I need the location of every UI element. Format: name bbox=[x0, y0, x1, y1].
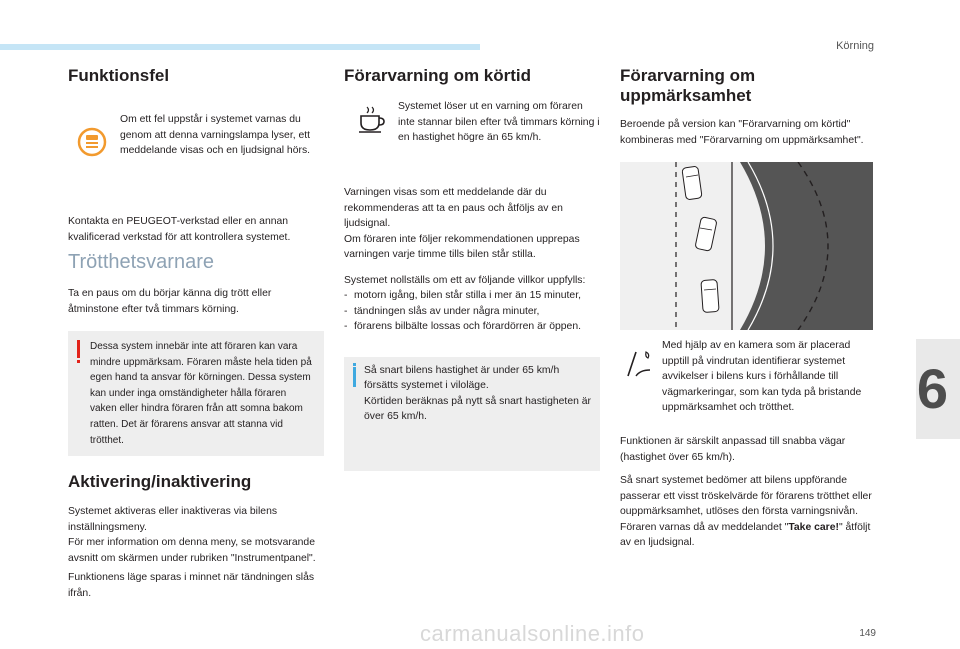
coffee-cup-icon bbox=[356, 105, 388, 140]
list-item: - tändningen slås av under några minuter, bbox=[344, 305, 540, 317]
watermark: carmanualsonline.info bbox=[420, 621, 645, 646]
kortid-block bbox=[344, 99, 600, 175]
warning-box bbox=[68, 331, 324, 456]
warning-text: Dessa system innebär inte att föraren kan vara mindre uppmärksam. Föraren måste hela tiden på egen hand ta ansvar för körningen. Dessa system kan under inga omständigheter hålla föraren vaken eller hindra föraren från att somna bakom ratten. Det är förarens ansvar att stanna vid trötthet. bbox=[90, 341, 312, 446]
warning-exclamation-icon bbox=[77, 340, 80, 358]
kamera-block bbox=[620, 342, 876, 434]
uppmarksamhet-heading: Förarvarning om uppmärksamhet bbox=[620, 66, 756, 105]
info-icon bbox=[353, 367, 356, 387]
section-label: Körning bbox=[836, 40, 874, 52]
nollstalls-intro: Systemet nollställs om ett av följande villkor uppfylls: bbox=[344, 274, 586, 286]
column-1 bbox=[68, 66, 324, 601]
info-text-2: Körtiden beräknas på nytt så snart hastigheten är över 65 km/h. bbox=[364, 395, 592, 422]
aktivering-heading: Aktivering/inaktivering bbox=[68, 472, 252, 492]
warning-exclamation-dot bbox=[77, 360, 80, 363]
kortid-icon-text: Systemet löser ut en varning om föraren inte stannar bilen efter två timmars körning i en hastighet högre än 65 km/h. bbox=[398, 101, 600, 143]
anpassad-text: Funktionen är särskilt anpassad till snabba vägar (hastighet över 65 km/h). bbox=[620, 436, 846, 463]
info-i-dot bbox=[353, 363, 356, 366]
header-bar bbox=[0, 44, 480, 50]
chapter-number: 6 bbox=[916, 357, 948, 420]
varningen-text-2: Om föraren inte följer rekommendationen upprepas varningen varje timme tills bilen står stilla. bbox=[344, 233, 580, 260]
lane-departure-camera-icon bbox=[624, 348, 654, 383]
trotthet-text: Ta en paus om du börjar känna dig trött eller åtminstone efter två timmars körning. bbox=[68, 288, 272, 315]
funktionsfel-heading: Funktionsfel bbox=[68, 66, 170, 85]
column-3 bbox=[620, 66, 876, 551]
lane-drift-illustration bbox=[620, 162, 873, 330]
list-item: - motorn igång, bilen står stilla i mer än 15 minuter, bbox=[344, 290, 581, 301]
kontakta-text: Kontakta en PEUGEOT-verkstad eller en annan kvalificerad verkstad för att kontrollera systemet. bbox=[68, 216, 291, 243]
bedomer-text: Så snart systemet bedömer att bilens uppförande passerar ett visst tröskelvärde för förarens trötthet eller ouppmärksamhet, utlöses den första varningsnivån. bbox=[620, 475, 872, 517]
aktivering-text-3: Funktionens läge sparas i minnet när tändningen slås ifrån. bbox=[68, 572, 315, 599]
kamera-text: Med hjälp av en kamera som är placerad upptill på vindrutan identifierar systemet avvikelser i bilens kurs i förhållande till vägmarkeringar, som kan tyda på bristande uppmärksamhet och trötthet. bbox=[662, 340, 862, 413]
varnas-text: Föraren varnas då av meddelandet "Take care!" åtföljt av en ljudsignal. bbox=[620, 521, 871, 548]
column-2 bbox=[344, 66, 600, 471]
aktivering-text-1: Systemet aktiveras eller inaktiveras via bilens inställningsmeny. bbox=[68, 506, 278, 533]
lane-drift-diagram bbox=[620, 162, 873, 330]
info-box bbox=[344, 357, 600, 471]
trotthetsvarnare-heading: Trötthetsvarnare bbox=[68, 251, 214, 273]
list-item: - förarens bilbälte lossas och förardörren är öppen. bbox=[344, 321, 581, 332]
page-number: 149 bbox=[859, 628, 876, 639]
info-text-1: Så snart bilens hastighet är under 65 km/h försätts systemet i viloläge. bbox=[364, 364, 560, 391]
aktivering-text-2: För mer information om denna meny, se motsvarande avsnitt om skärmen under rubriken "Instrumentpanel". bbox=[68, 537, 316, 564]
kortid-heading: Förarvarning om körtid bbox=[344, 66, 532, 85]
varningen-text-1: Varningen visas som ett meddelande där du rekommenderas att ta en paus och åtföljs av en ljudsignal. bbox=[344, 187, 563, 229]
conditions-list bbox=[344, 288, 600, 335]
uppmarksamhet-intro: Beroende på version kan "Förarvarning om körtid" kombineras med "Förarvarning om uppmärksamhet". bbox=[620, 119, 864, 146]
funktionsfel-block bbox=[68, 112, 324, 194]
funktionsfel-text: Om ett fel uppstår i systemet varnas du genom att denna varningslampa lyser, ett meddelande visas och en ljudsignal hörs. bbox=[120, 114, 311, 156]
seat-belt-warning-icon bbox=[76, 126, 108, 163]
